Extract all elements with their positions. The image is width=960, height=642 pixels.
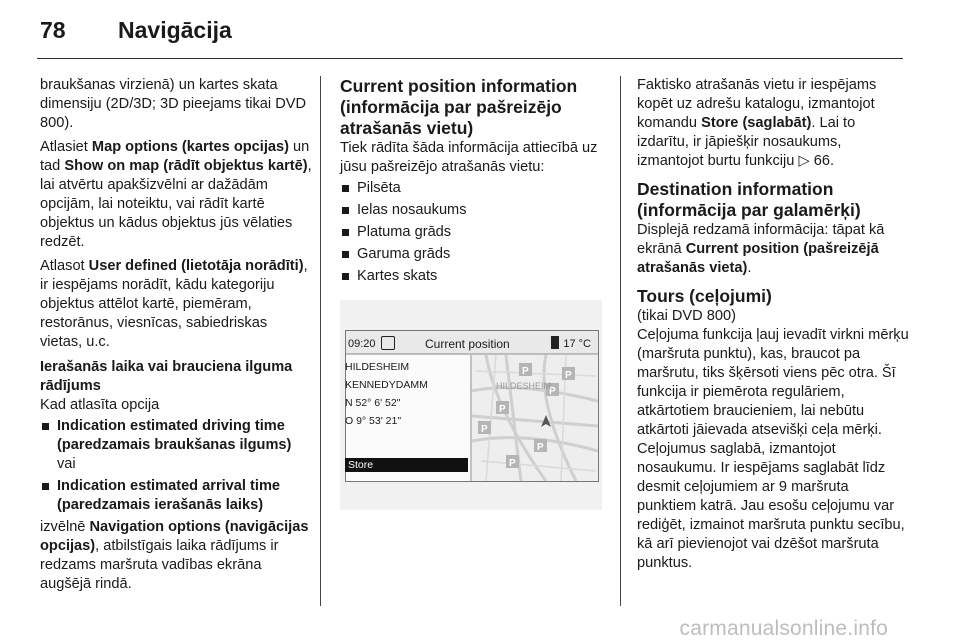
list-item: Pilsēta bbox=[340, 179, 602, 198]
svg-text:HILDESHEIM: HILDESHEIM bbox=[496, 381, 552, 391]
svg-text:P: P bbox=[537, 442, 544, 453]
list-item: Ielas nosaukums bbox=[340, 201, 602, 220]
paragraph: Faktisko atrašanās vietu ir iespējams kopēt uz adrešu katalogu, izmantojot komandu Store (saglabāt). Lai to izdarītu, ir jāpiešķir nosaukums, izmantojot burtu funkciju ▷ 66. bbox=[637, 77, 877, 169]
screen-title: Current position bbox=[425, 337, 510, 351]
option-list bbox=[40, 417, 312, 515]
svg-text:P: P bbox=[481, 424, 488, 435]
paragraph: Atlasot User defined (lietotāja norādīti), ir iespējams norādīt, kādu kategoriju objektus attēlot kartē, piemēram, restorānus, viesnīcas, sabiedriskas vietas, u.c. bbox=[40, 258, 308, 350]
info-list bbox=[340, 179, 602, 286]
header-divider bbox=[37, 58, 903, 59]
column-divider bbox=[320, 76, 321, 606]
city-value: HILDESHEIM bbox=[345, 361, 410, 373]
page-ref-icon: ▷ bbox=[798, 153, 810, 169]
svg-text:P: P bbox=[499, 404, 506, 415]
section-heading: Destination information (informācija par galamērķi) bbox=[637, 179, 861, 220]
column-divider bbox=[620, 76, 621, 606]
clock: 09:20 bbox=[348, 338, 376, 350]
paragraph: izvēlnē Navigation options (navigācijas opcijas), atbilstīgais laika rādījums ir redzams maršruta vadības ekrāna augšējā rindā. bbox=[40, 519, 309, 592]
svg-text:P: P bbox=[509, 458, 516, 469]
paragraph: (tikai DVD 800) bbox=[637, 308, 736, 324]
street-value: KENNEDYDAMM bbox=[345, 379, 428, 391]
longitude-value: O 9° 53' 21" bbox=[345, 415, 402, 427]
list-item: Garuma grāds bbox=[340, 245, 602, 264]
position-info bbox=[345, 358, 465, 430]
page-header bbox=[0, 0, 960, 62]
column-middle bbox=[340, 76, 602, 289]
svg-text:P: P bbox=[522, 366, 529, 377]
list-item: Indication estimated driving time (paredzamais braukšanas ilgums) vai bbox=[40, 417, 312, 474]
store-button: Store bbox=[345, 458, 468, 472]
svg-text:P: P bbox=[549, 386, 556, 397]
section-heading: Ierašanās laika vai brauciena ilguma rādījums bbox=[40, 359, 293, 394]
paragraph: Displejā redzamā informācija: tāpat kā ekrānā Current position (pašreizējā atrašanās vieta). bbox=[637, 222, 885, 276]
list-item: Kartes skats bbox=[340, 267, 602, 286]
column-left bbox=[40, 76, 312, 599]
section-heading: Current position information (informācija par pašreizējo atrašanās vietu) bbox=[340, 76, 578, 138]
temperature: 17 °C bbox=[563, 338, 591, 350]
refresh-icon bbox=[381, 336, 395, 350]
chapter-title: Navigācija bbox=[118, 17, 232, 43]
list-item: Platuma grāds bbox=[340, 223, 602, 242]
section-heading: Tours (ceļojumi) bbox=[637, 286, 772, 306]
thermometer-icon bbox=[551, 336, 559, 349]
nav-screen-illustration bbox=[340, 300, 602, 510]
paragraph: Tiek rādīta šāda informācija attiecībā uz jūsu pašreizējo atrašanās vietu: bbox=[340, 140, 598, 175]
paragraph: Kad atlasīta opcija bbox=[40, 397, 160, 413]
paragraph: braukšanas virzienā) un kartes skata dimensiju (2D/3D; 3D pieejams tikai DVD 800). bbox=[40, 77, 307, 131]
column-right bbox=[637, 76, 909, 578]
list-item: Indication estimated arrival time (paredzamais ierašanās laiks) bbox=[40, 477, 312, 515]
latitude-value: N 52° 6' 52" bbox=[345, 397, 401, 409]
svg-text:P: P bbox=[565, 370, 572, 381]
paragraph: Ceļojuma funkcija ļauj ievadīt virkni mērķu (maršruta punktu), kas, braucot pa maršrutu, tiks šķērsoti viens pēc otra. Šī funkcija ir piemērota regulāriem, atkārtotiem braucieniem, lai nebūtu atkārtoti jāievada atsevišķi ceļa mērķi. Ceļojumus saglabā, izmantojot nosaukumu. Ir iespējams saglabāt līdz desmit ceļojumiem ar 9 maršruta punktiem katrā. Jau esošu ceļojumu var rediģēt, izmainot maršruta punktu secību, kā arī pievienojot vai dzēšot maršruta punktus. bbox=[637, 327, 909, 571]
paragraph: Atlasiet Map options (kartes opcijas) un tad Show on map (rādīt objektus kartē), lai atvērtu apakšizvēlni ar dažādām opcijām, lai noteiktu, vai rādīt kartē objektus un kādus objektus jūs vēlaties redzēt. bbox=[40, 139, 312, 250]
screen-status-bar bbox=[345, 333, 597, 355]
page-number: 78 bbox=[40, 17, 66, 43]
watermark: carmanualsonline.info bbox=[679, 617, 888, 640]
